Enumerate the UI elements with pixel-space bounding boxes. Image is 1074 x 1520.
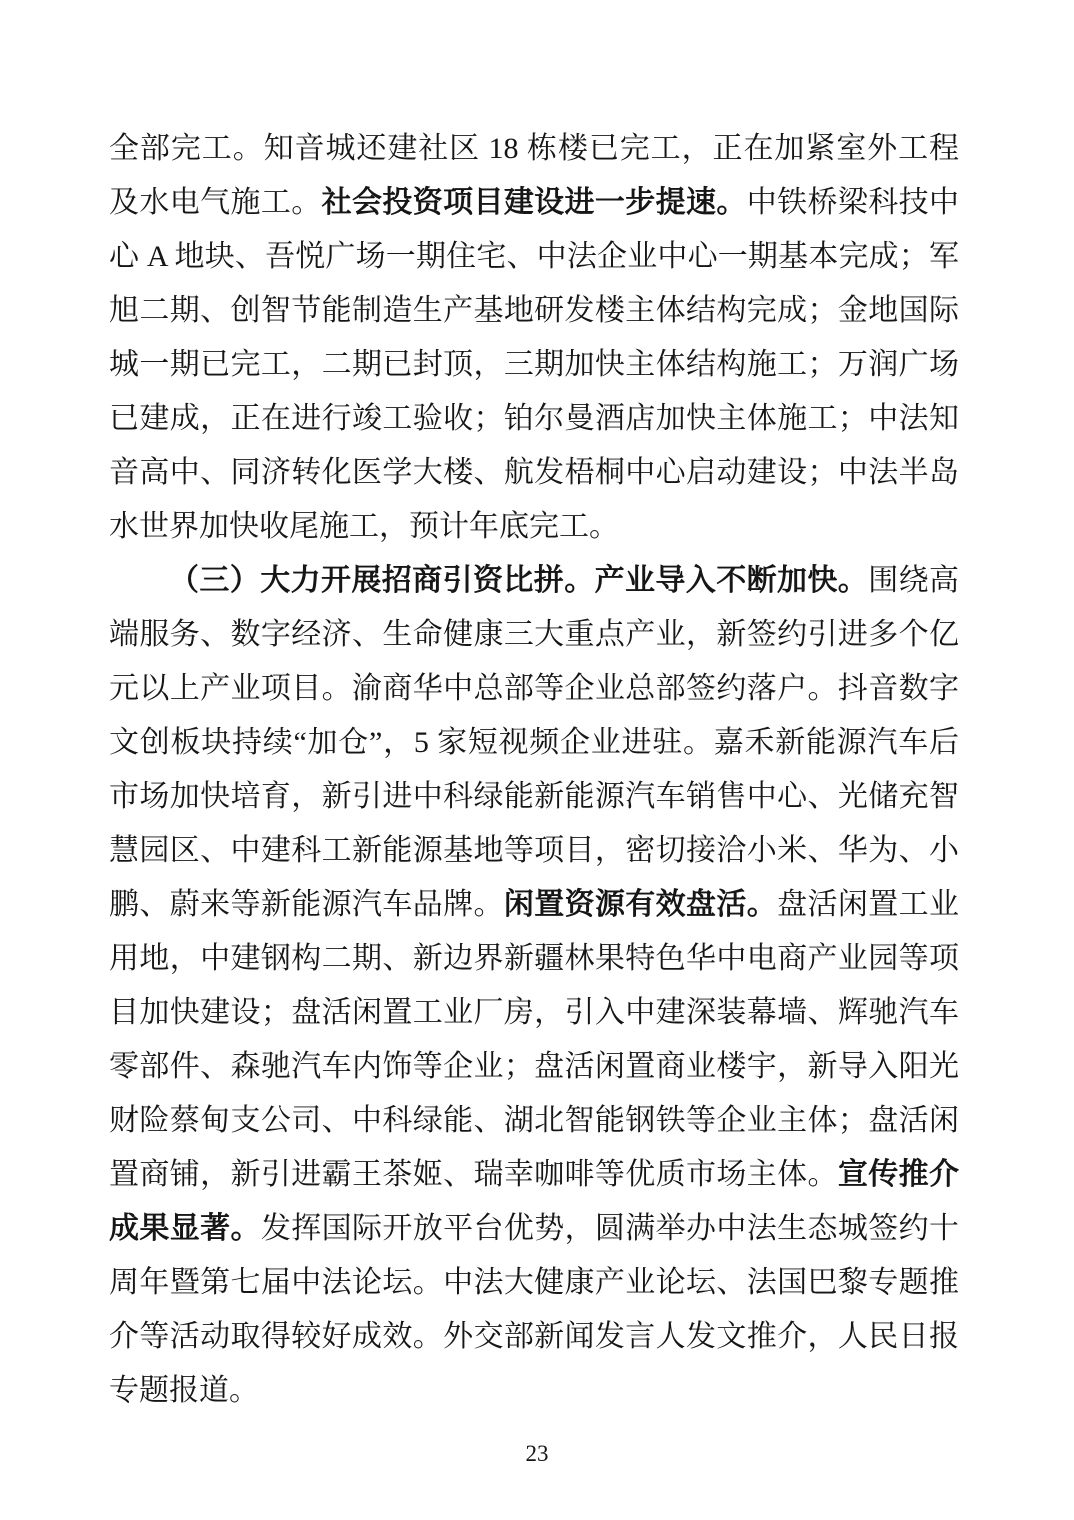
document-body <box>109 122 959 1418</box>
page-number: 23 <box>525 1441 549 1466</box>
section-heading-run: （三）大力开展招商引资比拼。 <box>169 564 595 597</box>
text-run: 中铁桥梁科技中心 A 地块、吾悦广场一期住宅、中法企业中心一期基本完成；军旭二期、创智节能制造生产基地研发楼主体结构完成；金地国际城一期已完工，二期已封顶，三期加快主体结构施工；万润广场已建成，正在进行竣工验收；铂尔曼酒店加快主体施工；中法知音高中、同济转化医学大楼、航发梧桐中心启动建设；中法半岛水世界加快收尾施工，预计年底完工。 <box>109 186 960 543</box>
text-run: 盘活闲置工业用地，中建钢构二期、新边界新疆林果特色华中电商产业园等项目加快建设；盘活闲置工业厂房，引入中建深装幕墙、辉驰汽车零部件、森驰汽车内饰等企业；盘活闲置商业楼宇，新导入阳光财险蔡甸支公司、中科绿能、湖北智能钢铁等企业主体；盘活闲置商铺，新引进霸王茶姬、瑞幸咖啡等优质市场主体。 <box>109 888 960 1191</box>
bold-text-run-industry-intro: 产业导入不断加快。 <box>594 564 869 597</box>
text-run: 全部完工。知音城还建社区 18 栋楼已完工，正在加紧室外工程及水电气施工。 <box>109 132 959 219</box>
paragraph-section-three-investment-attraction <box>109 554 959 1418</box>
page-footer <box>0 1438 1074 1470</box>
text-run: 发挥国际开放平台优势，圆满举办中法生态城签约十周年暨第七届中法论坛。中法大健康产业论坛、法国巴黎专题推介等活动取得较好成效。外交部新闻发言人发文推介，人民日报专题报道。 <box>109 1212 960 1407</box>
bold-text-run-social-investment: 社会投资项目建设进一步提速。 <box>321 186 747 219</box>
paragraph-construction-progress <box>109 122 959 554</box>
bold-text-run-promotion-results: 宣传推介成果显著。 <box>109 1158 960 1245</box>
bold-text-run-idle-resources: 闲置资源有效盘活。 <box>503 888 778 921</box>
text-run: 围绕高端服务、数字经济、生命健康三大重点产业，新签约引进多个亿元以上产业项目。渝商华中总部等企业总部签约落户。抖音数字文创板块持续“加仓”，5 家短视频企业进驻。嘉禾新能源汽车后市场加快培育，新引进中科绿能新能源汽车销售中心、光储充智慧园区、中建科工新能源基地等项目，密切接洽小米、华为、小鹏、蔚来等新能源汽车品牌。 <box>109 564 960 921</box>
